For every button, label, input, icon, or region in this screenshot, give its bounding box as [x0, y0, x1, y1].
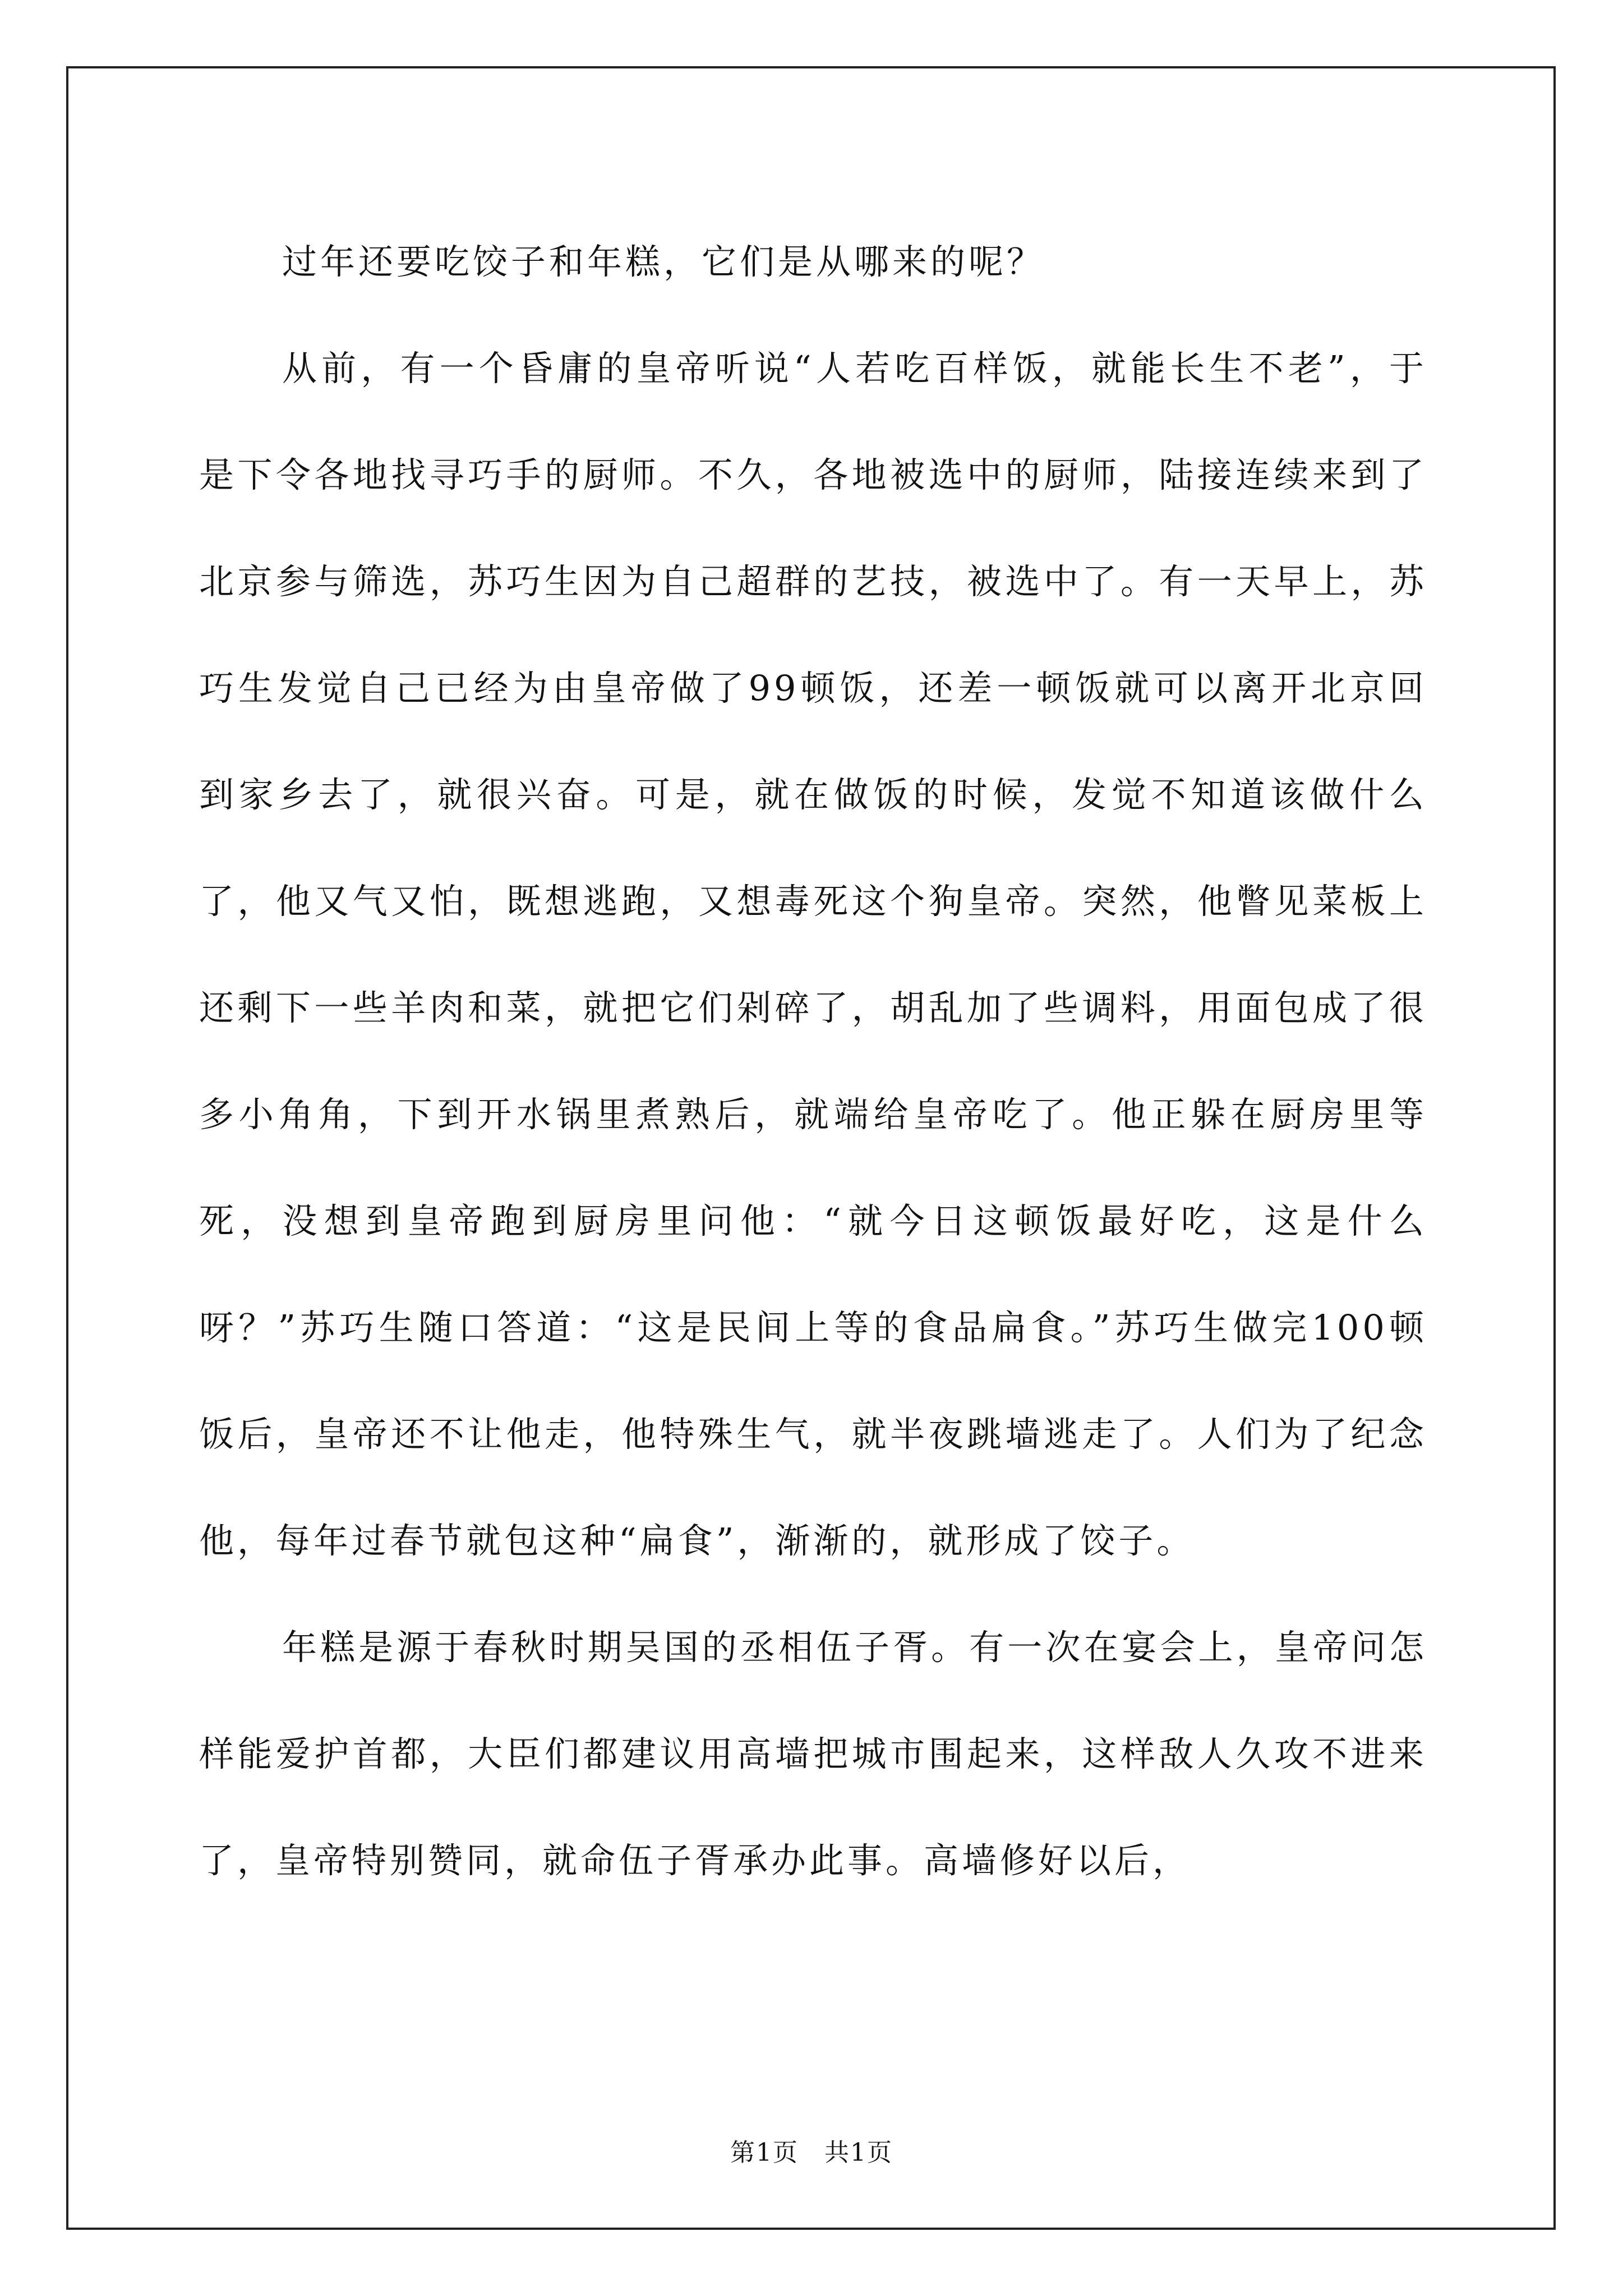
paragraph-dumpling-story: 从前，有一个昏庸的皇帝听说“人若吃百样饭，就能长生不老”，于是下令各地找寻巧手的厨师。不久，各地被选中的厨师，陆接连续来到了北京参与筛选，苏巧生因为自己超群的艺技，被选中了。有一天早上，苏巧生发觉自己已经为由皇帝做了99顿饭，还差一顿饭就可以离开北京回到家乡去了，就很兴奋。可是，就在做饭的时候，发觉不知道该做什么了，他又气又怕，既想逃跑，又想毒死这个狗皇帝。突然，他瞥见菜板上还剩下一些羊肉和菜，就把它们剁碎了，胡乱加了些调料，用面包成了很多小角角，下到开水锅里煮熟后，就端给皇帝吃了。他正躲在厨房里等死，没想到皇帝跑到厨房里问他：“就今日这顿饭最好吃，这是什么呀？”苏巧生随口答道：“这是民间上等的食品扁食。”苏巧生做完100顿饭后，皇帝还不让他走，他特殊生气，就半夜跳墙逃走了。人们为了纪念他，每年过春节就包这种“扁食”，渐渐的，就形成了饺子。: [199, 348, 1427, 1561]
paragraph-intro: 过年还要吃饺子和年糕，它们是从哪来的呢？: [282, 241, 1045, 282]
paragraph-niangao-story: 年糕是源于春秋时期吴国的丞相伍子胥。有一次在宴会上，皇帝问怎样能爱护首都，大臣们都建议用高墙把城市围起来，这样敌人久攻不进来了，皇帝特别赞同，就命伍子胥承办此事。高墙修好以后，: [199, 1627, 1427, 1881]
document-body: [199, 209, 1427, 1914]
page-number-footer: 第1页 共1页: [730, 2138, 893, 2167]
